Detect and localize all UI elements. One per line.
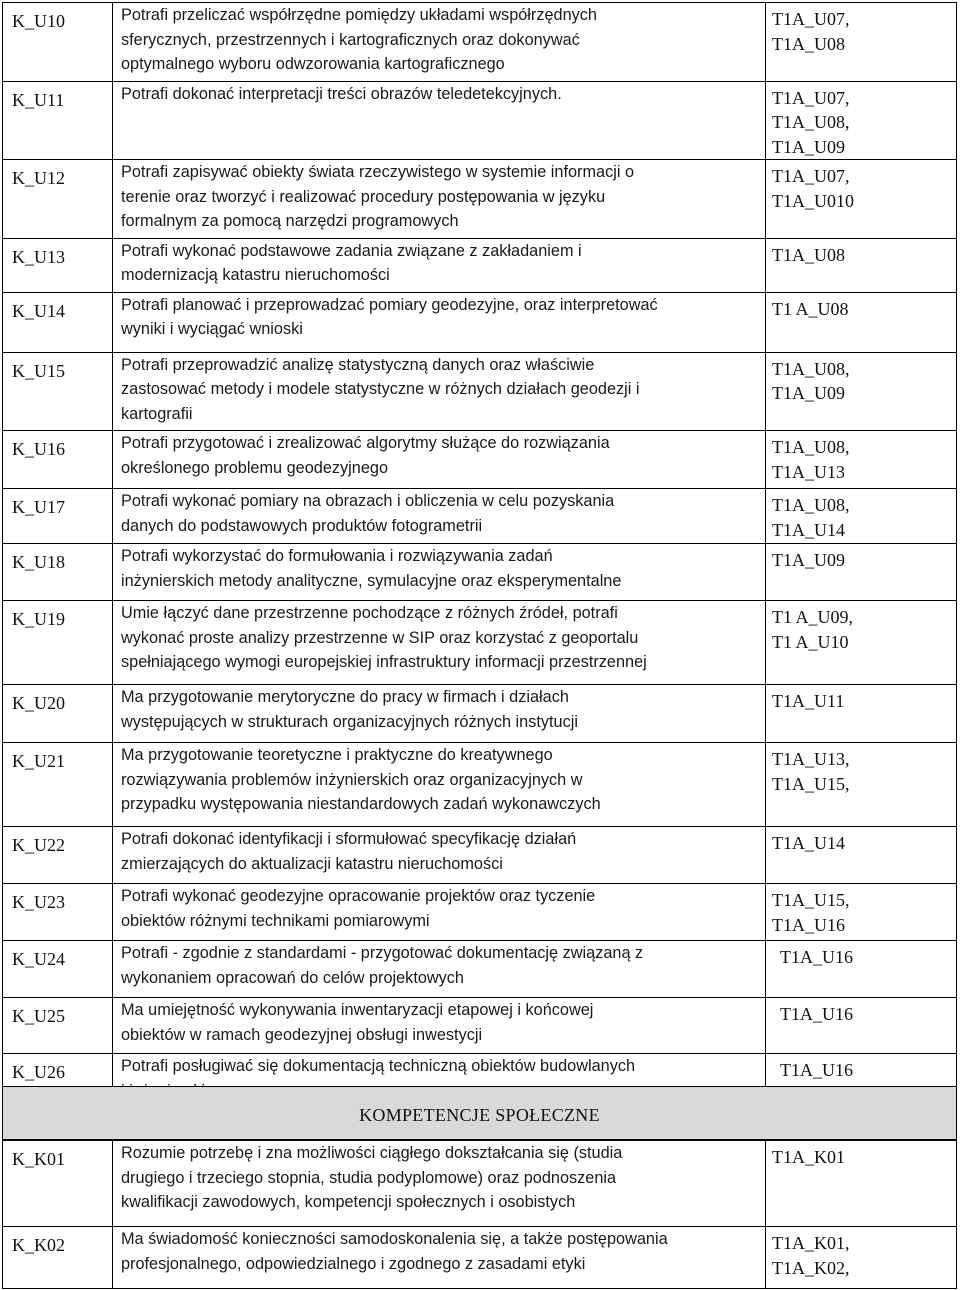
reference-codes <box>766 160 957 239</box>
description-line: Ma przygotowanie merytoryczne do pracy w firmach i działach <box>121 688 569 706</box>
reference-codes <box>766 81 957 160</box>
reference-codes <box>766 292 957 352</box>
reference-code: T1A_U16 <box>780 947 853 967</box>
description-line: Potrafi dokonać identyfikacji i sformułować specyfikację działań <box>121 830 577 848</box>
reference-codes <box>766 238 957 292</box>
description-line: Potrafi zapisywać obiekty świata rzeczywistego w systemie informacji o <box>121 163 635 181</box>
description-line: Potrafi planować i przeprowadzać pomiary geodezyjne, oraz interpretować <box>121 295 658 314</box>
description-line: kartografii <box>121 404 193 423</box>
outcome-description <box>113 3 766 82</box>
table-row <box>3 160 957 239</box>
outcome-code: K_U18 <box>3 544 113 601</box>
reference-codes <box>766 827 957 884</box>
table-row <box>3 431 957 489</box>
description-line: Rozumie potrzebę i zna możliwości ciągłego dokształcania się (studia <box>121 1144 623 1162</box>
reference-code: T1A_U14 <box>772 519 845 540</box>
reference-code: T1A_U08, <box>772 358 850 379</box>
table-row <box>3 827 957 884</box>
outcome-code: K_U23 <box>3 884 113 941</box>
skills-table <box>2 2 957 1110</box>
reference-codes <box>766 884 957 941</box>
reference-code: T1A_K01, <box>772 1233 850 1253</box>
reference-codes <box>766 1141 957 1227</box>
outcome-description <box>113 81 766 160</box>
description-line: Ma świadomość konieczności samodoskonalenia się, a także postępowania <box>121 1230 668 1248</box>
section-heading: KOMPETENCJE SPOŁECZNE <box>359 1105 600 1125</box>
outcome-code: K_U20 <box>3 685 113 743</box>
outcome-description <box>113 431 766 489</box>
outcome-code: K_U11 <box>3 81 113 160</box>
outcome-code: K_U12 <box>3 160 113 239</box>
outcome-description <box>113 544 766 601</box>
outcome-description <box>113 160 766 239</box>
description-line: modernizacją katastru nieruchomości <box>121 266 390 284</box>
description-line: Potrafi dokonać interpretacji treści obrazów teledetekcyjnych. <box>121 84 562 103</box>
outcome-code: K_U17 <box>3 489 113 544</box>
table-row <box>3 601 957 685</box>
outcome-description <box>113 238 766 292</box>
reference-code: T1A_U13, <box>772 749 850 769</box>
description-line: zastosować metody i modele statystyczne w różnych działach geodezji i <box>121 380 640 398</box>
description-line: obiektów w ramach geodezyjnej obsługi inwestycji <box>121 1025 483 1044</box>
description-line: kwalifikacji zawodowych, kompetencji społecznych i osobistych <box>121 1193 576 1211</box>
reference-codes <box>766 544 957 601</box>
reference-codes <box>766 685 957 743</box>
reference-code: T1A_U09 <box>772 383 845 403</box>
description-line: zmierzających do aktualizacji katastru nieruchomości <box>121 854 503 873</box>
reference-code: T1 A_U09, <box>772 607 853 627</box>
outcome-code: K_K01 <box>3 1141 113 1227</box>
reference-code: T1A_U07, <box>772 9 850 29</box>
description-line: obiektów różnymi technikami pomiarowymi <box>121 911 430 930</box>
table-row <box>3 998 957 1054</box>
reference-code: T1A_U15, <box>772 890 850 910</box>
reference-codes <box>766 3 957 82</box>
description-line: wykonać proste analizy przestrzenne w SIP oraz korzystać z geoportalu <box>121 628 639 647</box>
reference-codes <box>766 1227 957 1289</box>
outcome-code: K_U14 <box>3 292 113 352</box>
table-row <box>3 743 957 827</box>
reference-code: T1A_K01 <box>772 1147 845 1167</box>
reference-code: T1A_U08, <box>772 495 850 515</box>
reference-code: T1A_U010 <box>772 190 854 211</box>
outcome-code: K_U10 <box>3 3 113 82</box>
description-line: określonego problemu geodezyjnego <box>121 458 389 477</box>
table-row <box>3 352 957 431</box>
outcome-description <box>113 743 766 827</box>
reference-code: T1A_U13 <box>772 461 845 482</box>
description-line: rozwiązywania problemów inżynierskich oraz organizacyjnych w <box>121 770 583 789</box>
reference-codes <box>766 601 957 685</box>
outcome-code: K_U21 <box>3 743 113 827</box>
description-line: Potrafi posługiwać się dokumentacją techniczną obiektów budowlanych <box>121 1057 636 1075</box>
outcome-description <box>113 941 766 998</box>
outcome-code: K_U22 <box>3 827 113 884</box>
outcome-description <box>113 489 766 544</box>
outcome-description <box>113 884 766 941</box>
outcome-code: K_U26 <box>3 1054 113 1110</box>
outcome-description <box>113 827 766 884</box>
outcome-description <box>113 352 766 431</box>
reference-code: T1A_U11 <box>772 691 845 711</box>
description-line: sferycznych, przestrzennych i kartograficznych oraz dokonywać <box>121 30 580 49</box>
reference-codes <box>766 941 957 998</box>
reference-code: T1A_U09 <box>772 550 845 570</box>
description-line: Umie łączyć dane przestrzenne pochodzące z różnych źródeł, potrafi <box>121 604 618 622</box>
table-row <box>3 3 957 82</box>
outcome-code: K_U13 <box>3 238 113 292</box>
description-line: inżynierskich metody analityczne, symulacyjne oraz eksperymentalne <box>121 571 622 590</box>
table-row <box>3 81 957 160</box>
description-line: danych do podstawowych produktów fotogrametrii <box>121 516 483 535</box>
reference-codes <box>766 352 957 431</box>
description-line: występujących w strukturach organizacyjnych różnych instytucji <box>121 712 578 731</box>
description-line: profesjonalnego, odpowiedzialnego i zgodnego z zasadami etyki <box>121 1254 586 1273</box>
description-line: przypadku występowania niestandardowych zadań wykonawczych <box>121 795 601 813</box>
description-line: Ma umiejętność wykonywania inwentaryzacji etapowej i końcowej <box>121 1001 594 1019</box>
description-line: Potrafi wykonać geodezyjne opracowanie projektów oraz tyczenie <box>121 887 596 905</box>
outcome-description <box>113 998 766 1054</box>
table-row <box>3 544 957 601</box>
table-row <box>3 1227 957 1289</box>
reference-codes <box>766 743 957 827</box>
outcome-description <box>113 292 766 352</box>
reference-codes <box>766 998 957 1054</box>
reference-code: T1 A_U10 <box>772 631 849 652</box>
outcome-description <box>113 685 766 743</box>
description-line: wyniki i wyciągać wnioski <box>121 320 303 338</box>
outcome-code: K_U15 <box>3 352 113 431</box>
description-line: spełniającego wymogi europejskiej infrastruktury informacji przestrzennej <box>121 653 647 671</box>
table-row <box>3 238 957 292</box>
description-line: drugiego i trzeciego stopnia, studia podyplomowe) oraz podnoszenia <box>121 1168 617 1187</box>
outcome-code: K_U24 <box>3 941 113 998</box>
outcome-description <box>113 1141 766 1227</box>
outcome-description <box>113 601 766 685</box>
outcome-description <box>113 1227 766 1289</box>
table-row <box>3 1141 957 1227</box>
table-row <box>3 941 957 998</box>
reference-code: T1A_U16 <box>780 1004 853 1024</box>
outcome-code: K_K02 <box>3 1227 113 1289</box>
description-line: Potrafi przeliczać współrzędne pomiędzy układami współrzędnych <box>121 6 597 24</box>
reference-code: T1A_U07, <box>772 166 850 186</box>
reference-code: T1A_U14 <box>772 833 845 853</box>
competences-table <box>2 1140 957 1289</box>
description-line: Potrafi przygotować i zrealizować algorytmy służące do rozwiązania <box>121 434 610 452</box>
reference-code: T1A_U09 <box>772 136 845 157</box>
description-line: terenie oraz tworzyć i realizować procedury postępowania w języku <box>121 187 606 206</box>
section-heading-row <box>2 1086 957 1140</box>
table-row <box>3 292 957 352</box>
table-row <box>3 884 957 941</box>
outcome-code: K_U25 <box>3 998 113 1054</box>
description-line: Ma przygotowanie teoretyczne i praktyczne do kreatywnego <box>121 746 553 764</box>
reference-codes <box>766 431 957 489</box>
reference-code: T1A_U16 <box>772 914 845 935</box>
reference-code: T1A_U08 <box>772 33 845 54</box>
reference-codes <box>766 489 957 544</box>
reference-code: T1A_U07, <box>772 87 850 108</box>
table-row <box>3 489 957 544</box>
table-row <box>3 685 957 743</box>
outcome-code: K_U16 <box>3 431 113 489</box>
reference-code: T1A_U08, <box>772 112 850 132</box>
reference-code: T1A_K02, <box>772 1257 850 1278</box>
description-line: Potrafi wykorzystać do formułowania i rozwiązywania zadań <box>121 547 553 565</box>
description-line: Potrafi przeprowadzić analizę statystyczną danych oraz właściwie <box>121 355 595 374</box>
outcome-code: K_U19 <box>3 601 113 685</box>
description-line: Potrafi - zgodnie z standardami - przygotować dokumentację związaną z <box>121 944 644 962</box>
description-line: formalnym za pomocą narzędzi programowych <box>121 212 459 230</box>
reference-code: T1 A_U08 <box>772 298 849 319</box>
description-line: Potrafi wykonać pomiary na obrazach i obliczenia w celu pozyskania <box>121 492 615 510</box>
reference-code: T1A_U08, <box>772 437 850 457</box>
reference-code: T1A_U16 <box>780 1060 853 1080</box>
reference-code: T1A_U15, <box>772 773 850 794</box>
description-line: optymalnego wyboru odwzorowania kartograficznego <box>121 55 505 73</box>
description-line: wykonaniem opracowań do celów projektowych <box>121 968 464 987</box>
reference-code: T1A_U08 <box>772 244 845 265</box>
description-line: Potrafi wykonać podstawowe zadania związane z zakładaniem i <box>121 241 582 260</box>
